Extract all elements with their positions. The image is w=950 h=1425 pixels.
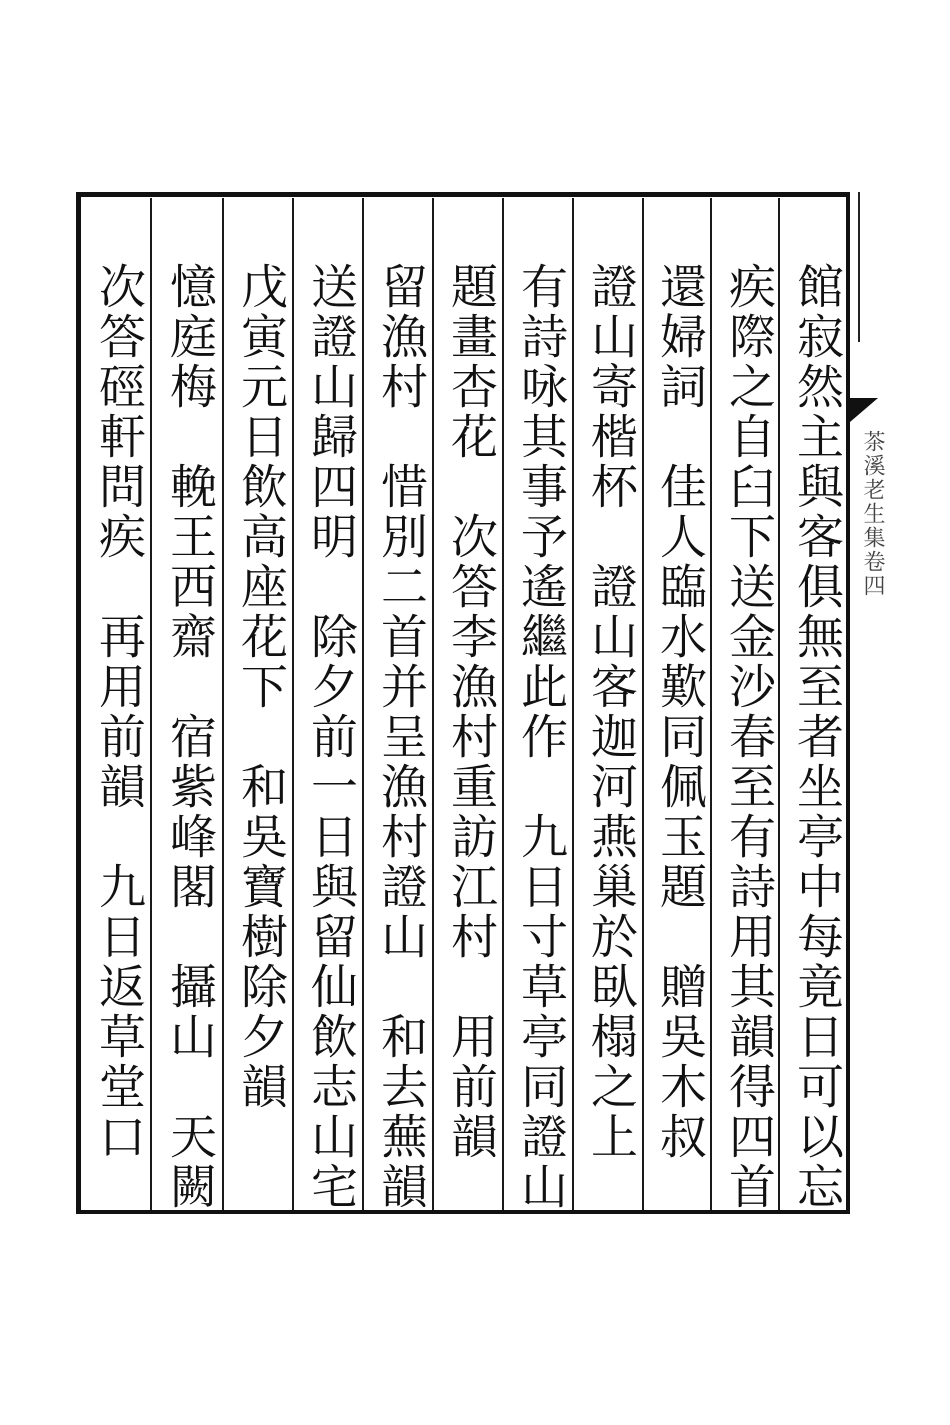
banxin-border bbox=[858, 192, 888, 342]
text-column-11: 次答硜軒問疾 再用前韻 九日返草堂口 bbox=[91, 262, 146, 1162]
text-column-8: 送證山歸四明 除夕前一日與留仙飲志山宅 bbox=[303, 262, 358, 1212]
text-column-1: 館寂然主與客俱無至者坐亭中每竟日可以忘 bbox=[789, 262, 844, 1212]
text-column-2: 疾際之自臼下送金沙春至有詩用其韻得四首 bbox=[721, 262, 776, 1212]
fish-tail-mark bbox=[850, 398, 878, 422]
text-column-3: 還婦詞 佳人臨水歎同佩玉題 贈吳木叔 bbox=[652, 262, 707, 1162]
text-column-4: 證山寄楷杯 證山客迦河燕巢於臥榻之上 bbox=[583, 262, 638, 1162]
text-column-7: 留漁村 惜別二首并呈漁村證山 和去蕪韻 bbox=[373, 262, 428, 1212]
banxin-title: 茶溪老生集卷四 bbox=[860, 430, 885, 598]
text-column-10: 憶庭梅 輓王西齋 宿紫峰閣 攝山 天闕 bbox=[162, 262, 217, 1212]
text-column-9: 戊寅元日飲高座花下 和吳寶樹除夕韻 bbox=[233, 262, 288, 1112]
text-column-6: 題畫杏花 次答李漁村重訪江村 用前韻 bbox=[443, 262, 498, 1162]
text-column-5: 有詩咏其事予遙繼此作 九日寸草亭同證山 bbox=[513, 262, 568, 1212]
